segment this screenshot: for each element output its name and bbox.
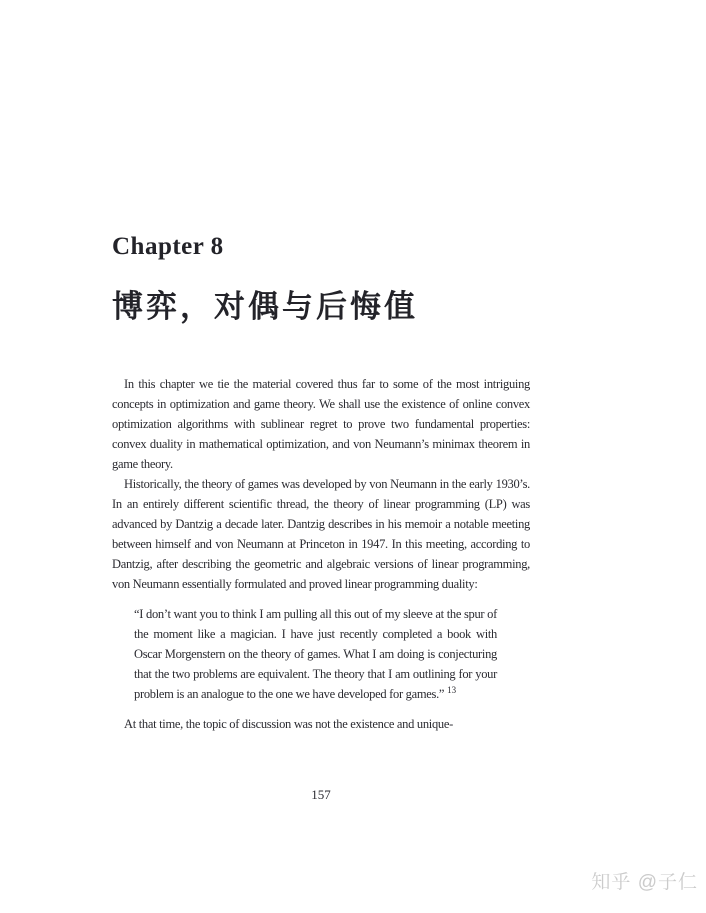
chapter-title: 博弈，对偶与后悔值 (112, 289, 418, 324)
paragraph-closing: At that time, the topic of discussion was not the existence and unique- (124, 717, 453, 731)
watermark-zhihu: 知乎 @子仁 (591, 872, 698, 893)
page-content (112, 234, 530, 734)
quote-text: “I don’t want you to think I am pulling all this out of my sleeve at the spur of the moment like a magician. I have just recently completed a book with Oscar Morgenstern on the theory of games. What I am doing is conjecturing that the two problems are equivalent. The theory that I am outlining for your problem is an analogue to the one we have developed for games.” (134, 607, 497, 701)
page-number: 157 (311, 787, 331, 802)
chapter-label: Chapter 8 (112, 233, 224, 260)
footnote-reference: 13 (447, 684, 457, 695)
dantzig-quote-block (134, 604, 497, 704)
paragraph-intro: In this chapter we tie the material covered thus far to some of the most intriguing concepts in optimization and game theory. We shall use the existence of online convex optimization algorithms with sublinear regret to prove two fundamental properties: convex duality in mathematical optimization, and von Neumann’s minimax theorem in game theory. (112, 377, 530, 471)
body-text (112, 374, 530, 734)
paragraph-history: Historically, the theory of games was developed by von Neumann in the early 1930’s. In an entirely different scientific thread, the theory of linear programming (LP) was advanced by Dantzig a decade later. Dantzig describes in his memoir a notable meeting between himself and von Neumann at Princeton in 1947. In this meeting, according to Dantzig, after describing the geometric and algebraic versions of linear programming, von Neumann essentially formulated and proved linear programming duality: (112, 477, 530, 591)
